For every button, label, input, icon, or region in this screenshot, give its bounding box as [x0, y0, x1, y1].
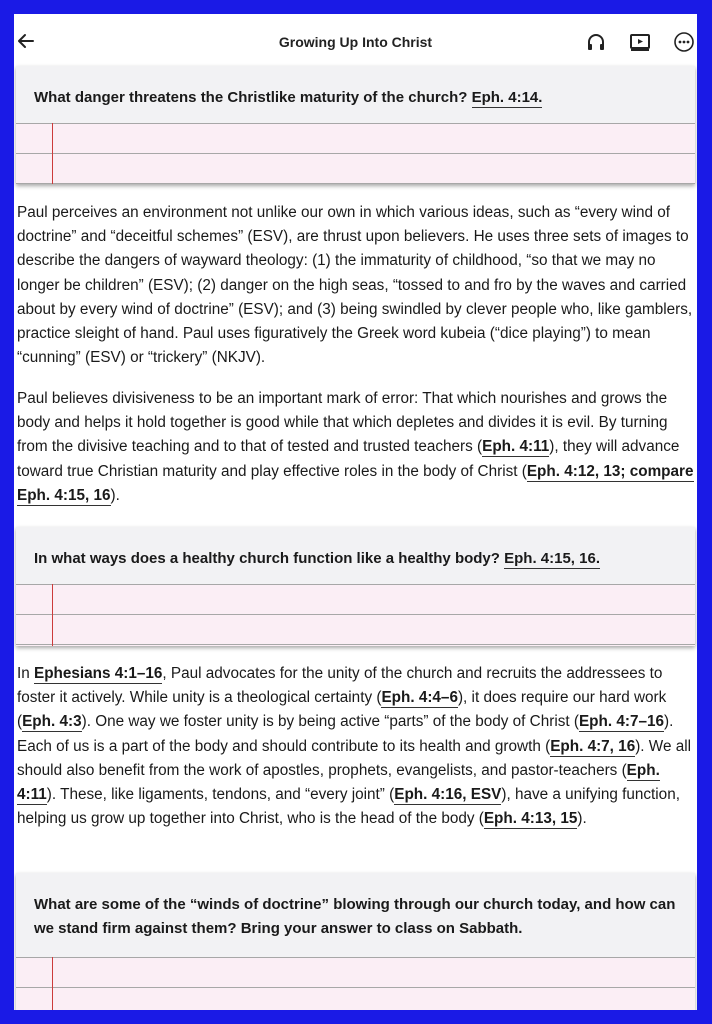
answer-field[interactable]	[16, 123, 695, 184]
scripture-link[interactable]: Eph. 4:11	[17, 761, 660, 804]
scripture-link[interactable]: Eph. 4:3	[22, 713, 82, 731]
scripture-link[interactable]: Eph. 4:4–6	[381, 689, 458, 707]
scripture-link[interactable]: Eph. 4:12, 13; compare Eph. 4:15, 16	[17, 462, 694, 504]
question-text: What danger threatens the Christlike maturity of the church? Eph. 4:14.	[34, 89, 543, 106]
scripture-link[interactable]: Eph. 4:11	[482, 438, 550, 456]
scripture-link[interactable]: Eph. 4:14.	[471, 89, 543, 106]
answer-field[interactable]	[16, 584, 695, 646]
margin-line	[52, 957, 53, 1010]
app-window	[14, 14, 697, 1010]
more-icon[interactable]	[673, 31, 695, 53]
margin-line	[52, 123, 53, 184]
scripture-link[interactable]: Eph. 4:7–16	[578, 713, 664, 731]
scripture-link[interactable]: Eph. 4:16, ESV	[394, 786, 502, 804]
page-title: Growing Up Into Christ	[278, 34, 433, 50]
question-box-1	[16, 66, 695, 184]
answer-field[interactable]	[16, 957, 695, 1010]
scripture-link[interactable]: Eph. 4:13, 15	[483, 810, 578, 828]
question-text: What are some of the “winds of doctrine” blowing through our church today, and how can we stand firm against them? Bring your answer to class on Sabbath.	[34, 896, 676, 937]
scripture-link[interactable]: Eph. 4:7, 16	[550, 737, 636, 755]
scripture-link[interactable]: Ephesians 4:1–16	[34, 665, 163, 682]
scripture-link[interactable]: Eph. 4:15, 16.	[504, 550, 600, 567]
margin-line	[52, 584, 53, 646]
body-paragraph: Paul perceives an environment not unlike our own in which various ideas, such as “every wind of doctrine” and “deceitful schemes” (ESV), are thrust upon believers. He uses three sets of images to describe the dangers of wayward theology: (1) the immaturity of childhood, “so that we may no longer be children” (ESV); (2) danger on the high seas, “tossed to and fro by the waves and carried about by every wind of doctrine” (ESV); and (3) being swindled by clever people who, like gamblers, practice sleight of hand. Paul uses figuratively the Greek word kubeia (“dice playing”) to mean “cunning” (ESV) or “trickery” (NKJV).	[17, 204, 693, 367]
question-text: In what ways does a healthy church function like a healthy body? Eph. 4:15, 16.	[34, 550, 600, 567]
question-box-3	[16, 873, 695, 1010]
top-bar	[14, 14, 697, 66]
body-paragraph: Paul believes divisiveness to be an important mark of error: That which nourishes and grows the body and helps it hold together is good while that which depletes and divides it is evil. By turning from the divisive teaching and to that of tested and trusted teachers (Eph. 4:11), they will advance toward true Christian maturity and play effective roles in the body of Christ (Eph. 4:12, 13; compare Eph. 4:15, 16).	[17, 390, 694, 504]
question-box-2	[16, 527, 695, 646]
video-icon[interactable]	[629, 31, 651, 53]
body-paragraph: In Ephesians 4:1–16, Paul advocates for the unity of the church and recruits the addressees to foster it actively. While unity is a theological certainty (Eph. 4:4–6), it does require our hard work (Eph. 4:3). One way we foster unity is by being active “parts” of the body of Christ (Eph. 4:7–16). Each of us is a part of the body and should contribute to its health and growth (Eph. 4:7, 16). We all should also benefit from the work of apostles, prophets, evangelists, and pastor-teachers (Eph. 4:11). These, like ligaments, tendons, and “every joint” (Eph. 4:16, ESV), have a unifying function, helping us grow up together into Christ, who is the head of the body (Eph. 4:13, 15).	[17, 665, 692, 828]
headphones-icon[interactable]	[585, 31, 607, 53]
